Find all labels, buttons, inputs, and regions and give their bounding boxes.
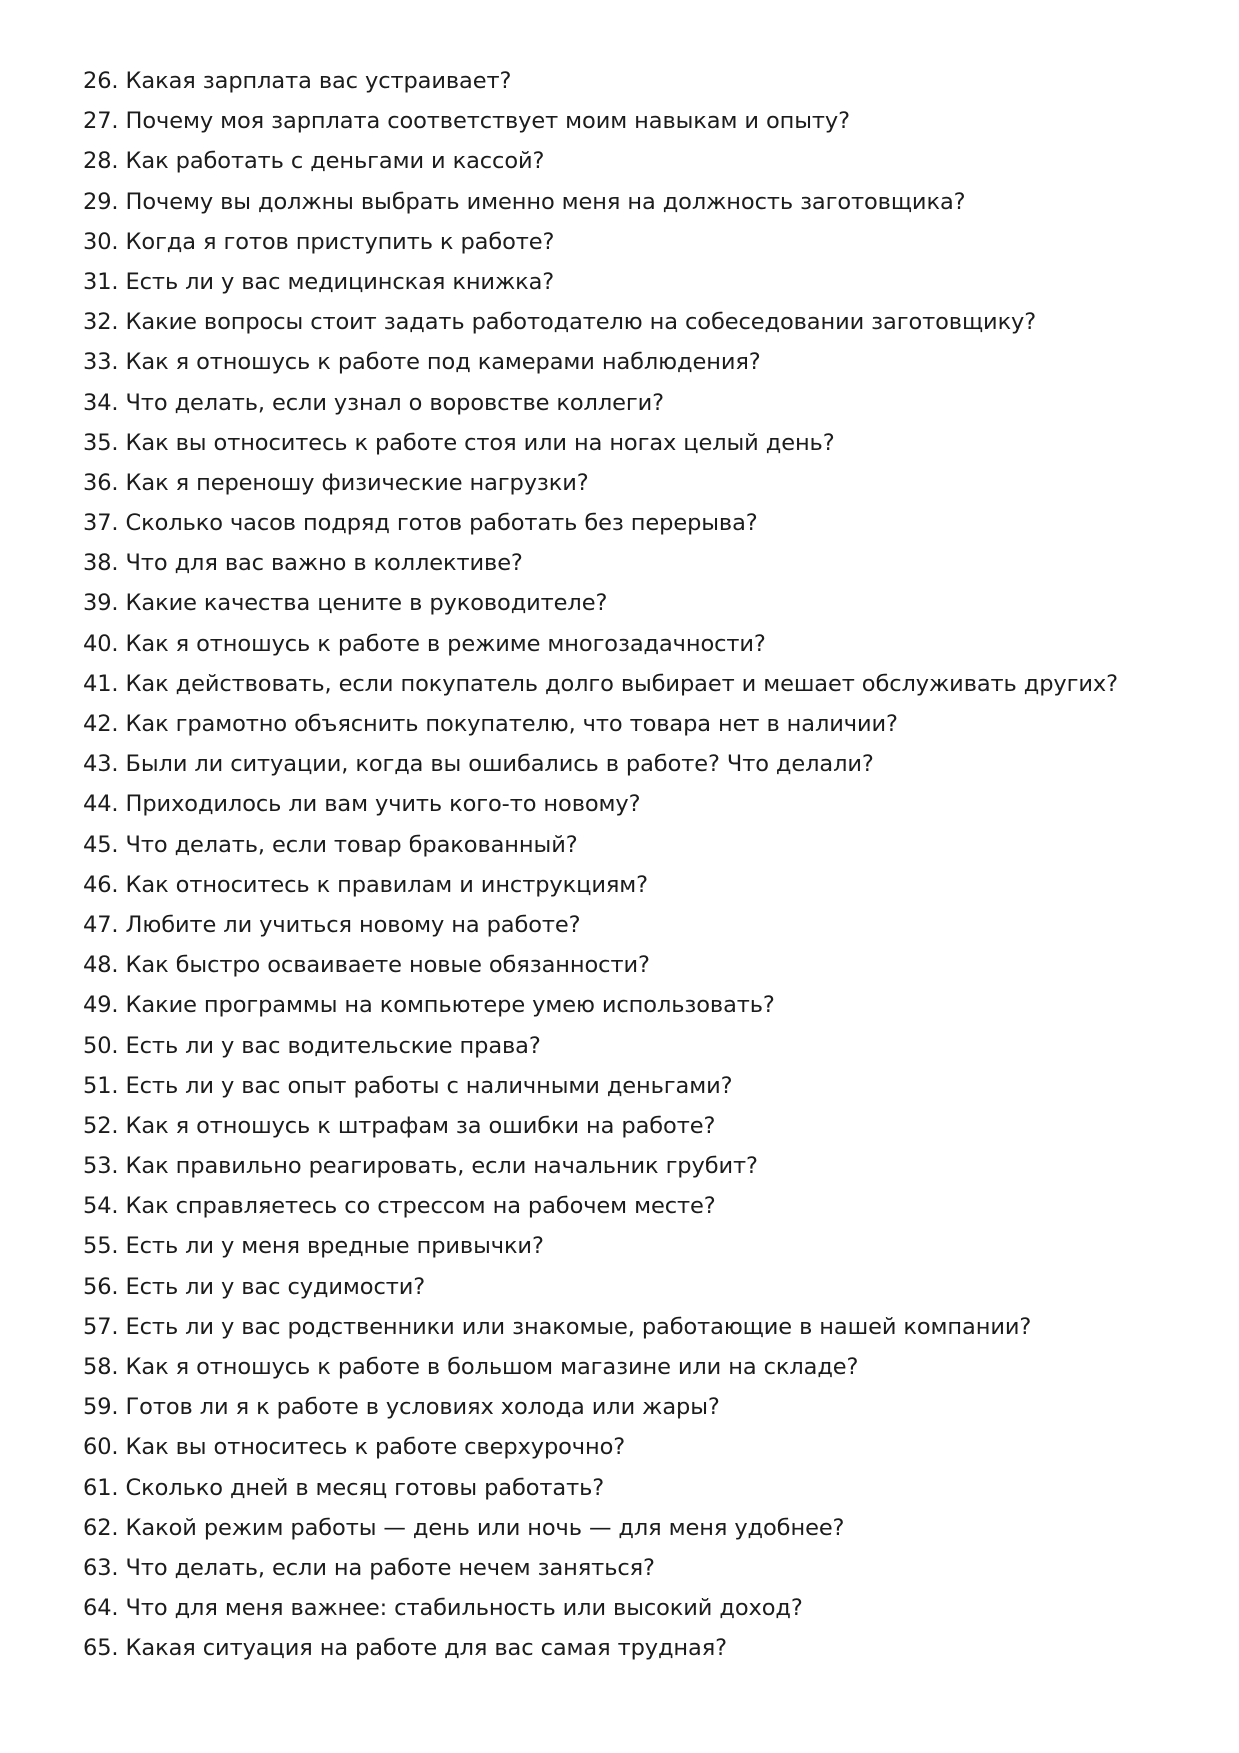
question-text: Как правильно реагировать, если начальник грубит? xyxy=(125,1153,758,1180)
question-text: Как я отношусь к работе под камерами наблюдения? xyxy=(125,349,761,376)
question-item xyxy=(83,624,1183,664)
question-item xyxy=(83,1347,1183,1387)
question-text: Что делать, если на работе нечем заняться? xyxy=(125,1554,655,1581)
question-text: Есть ли у вас медицинская книжка? xyxy=(125,268,555,295)
question-number: 42. xyxy=(83,711,119,737)
question-text: Какая зарплата вас устраивает? xyxy=(125,68,512,94)
question-number: 31. xyxy=(83,268,119,295)
question-text: Как я отношусь к штрафам за ошибки на работе? xyxy=(125,1112,716,1139)
question-item xyxy=(83,262,1183,302)
question-text: Почему моя зарплата соответствует моим навыкам и опыту? xyxy=(125,108,850,135)
question-number: 63. xyxy=(83,1554,119,1581)
question-text: Что делать, если узнал о воровстве коллеги? xyxy=(125,389,664,416)
question-number: 61. xyxy=(83,1474,119,1501)
question-number: 62. xyxy=(83,1514,119,1541)
question-item xyxy=(83,383,1183,423)
question-text: Сколько дней в месяц готовы работать? xyxy=(125,1474,605,1501)
question-item xyxy=(83,985,1183,1025)
question-item xyxy=(83,1026,1183,1066)
question-number: 53. xyxy=(83,1153,119,1180)
question-item xyxy=(83,825,1183,865)
question-text: Есть ли у вас водительские права? xyxy=(125,1032,541,1059)
question-text: Как быстро осваиваете новые обязанности? xyxy=(125,952,650,979)
question-item xyxy=(83,1186,1183,1226)
question-text: Какие качества цените в руководителе? xyxy=(125,590,608,617)
question-item xyxy=(83,744,1183,784)
question-text: Как я отношусь к работе в режиме многозадачности? xyxy=(125,630,766,657)
question-number: 35. xyxy=(83,429,119,456)
question-item xyxy=(83,1307,1183,1347)
question-number: 65. xyxy=(83,1635,119,1662)
question-item xyxy=(83,342,1183,382)
question-number: 47. xyxy=(83,911,119,938)
question-item xyxy=(83,1508,1183,1548)
question-text: Как справляетесь со стрессом на рабочем месте? xyxy=(125,1193,716,1220)
question-text: Есть ли у вас родственники или знакомые, работающие в нашей компании? xyxy=(125,1313,1032,1340)
question-number: 39. xyxy=(83,590,119,617)
question-item xyxy=(83,1588,1183,1628)
question-text: Что для меня важнее: стабильность или высокий доход? xyxy=(125,1595,803,1622)
question-item xyxy=(83,945,1183,985)
question-text: Какие программы на компьютере умею использовать? xyxy=(125,992,775,1019)
question-item xyxy=(83,463,1183,503)
question-item xyxy=(83,1146,1183,1186)
question-text: Почему вы должны выбрать именно меня на должность заготовщика? xyxy=(125,188,966,215)
question-item xyxy=(83,784,1183,824)
question-text: Что делать, если товар бракованный? xyxy=(125,831,578,858)
question-text: Готов ли я к работе в условиях холода или жары? xyxy=(125,1394,720,1421)
question-number: 50. xyxy=(83,1032,119,1059)
question-item xyxy=(83,182,1183,222)
question-text: Какой режим работы — день или ночь — для меня удобнее? xyxy=(125,1514,845,1541)
question-text: Как вы относитесь к работе сверхурочно? xyxy=(125,1434,626,1461)
question-item xyxy=(83,1106,1183,1146)
question-number: 56. xyxy=(83,1273,119,1300)
question-text: Любите ли учиться новому на работе? xyxy=(125,911,581,938)
question-item xyxy=(83,222,1183,262)
question-number: 44. xyxy=(83,791,119,818)
question-item xyxy=(83,141,1183,181)
question-number: 26. xyxy=(83,68,119,94)
question-text: Что для вас важно в коллективе? xyxy=(125,550,523,577)
question-number: 40. xyxy=(83,630,119,657)
question-text: Есть ли у вас опыт работы с наличными деньгами? xyxy=(125,1072,733,1099)
question-text: Когда я готов приступить к работе? xyxy=(125,228,555,255)
question-number: 37. xyxy=(83,510,119,537)
question-item xyxy=(83,1628,1183,1668)
question-number: 59. xyxy=(83,1394,119,1421)
question-number: 29. xyxy=(83,188,119,215)
question-number: 64. xyxy=(83,1595,119,1622)
question-text: Как работать с деньгами и кассой? xyxy=(125,148,545,175)
question-item xyxy=(83,1066,1183,1106)
question-item xyxy=(83,101,1183,141)
question-number: 58. xyxy=(83,1354,119,1380)
question-text: Есть ли у меня вредные привычки? xyxy=(125,1233,544,1260)
question-number: 34. xyxy=(83,389,119,416)
question-text: Есть ли у вас судимости? xyxy=(125,1273,426,1300)
question-number: 41. xyxy=(83,670,119,697)
question-number: 54. xyxy=(83,1193,119,1220)
question-number: 51. xyxy=(83,1072,119,1099)
question-item xyxy=(83,583,1183,623)
question-number: 33. xyxy=(83,349,119,376)
question-text: Как я переношу физические нагрузки? xyxy=(125,469,589,496)
question-text: Сколько часов подряд готов работать без перерыва? xyxy=(125,510,758,537)
question-item xyxy=(83,61,1183,101)
question-item xyxy=(83,905,1183,945)
question-number: 38. xyxy=(83,550,119,577)
question-text: Приходилось ли вам учить кого-то новому? xyxy=(125,791,641,818)
question-item xyxy=(83,1267,1183,1307)
question-item xyxy=(83,423,1183,463)
question-number: 28. xyxy=(83,148,119,175)
question-item xyxy=(83,1387,1183,1427)
question-item xyxy=(83,664,1183,704)
question-item xyxy=(83,543,1183,583)
question-number: 57. xyxy=(83,1313,119,1340)
question-number: 60. xyxy=(83,1434,119,1461)
question-text: Как относитесь к правилам и инструкциям? xyxy=(125,871,648,898)
question-number: 30. xyxy=(83,228,119,255)
question-text: Были ли ситуации, когда вы ошибались в работе? Что делали? xyxy=(125,751,874,778)
question-item xyxy=(83,1427,1183,1467)
question-number: 52. xyxy=(83,1112,119,1139)
question-number: 46. xyxy=(83,871,119,898)
question-text: Какая ситуация на работе для вас самая трудная? xyxy=(125,1635,728,1662)
question-item xyxy=(83,1226,1183,1266)
question-number: 55. xyxy=(83,1233,119,1260)
question-number: 32. xyxy=(83,309,119,336)
question-list xyxy=(83,61,1183,1669)
question-number: 45. xyxy=(83,831,119,858)
question-item xyxy=(83,1548,1183,1588)
question-item xyxy=(83,865,1183,905)
question-number: 43. xyxy=(83,751,119,778)
question-text: Как вы относитесь к работе стоя или на ногах целый день? xyxy=(125,429,835,456)
question-item xyxy=(83,302,1183,342)
question-item xyxy=(83,503,1183,543)
question-text: Как я отношусь к работе в большом магазине или на складе? xyxy=(125,1354,859,1380)
question-number: 36. xyxy=(83,469,119,496)
question-text: Как действовать, если покупатель долго выбирает и мешает обслуживать других? xyxy=(125,670,1118,697)
question-text: Какие вопросы стоит задать работодателю на собеседовании заготовщику? xyxy=(125,309,1037,336)
question-number: 48. xyxy=(83,952,119,979)
question-number: 49. xyxy=(83,992,119,1019)
question-text: Как грамотно объяснить покупателю, что товара нет в наличии? xyxy=(125,711,898,737)
question-number: 27. xyxy=(83,108,119,135)
question-item xyxy=(83,1468,1183,1508)
question-item xyxy=(83,704,1183,744)
